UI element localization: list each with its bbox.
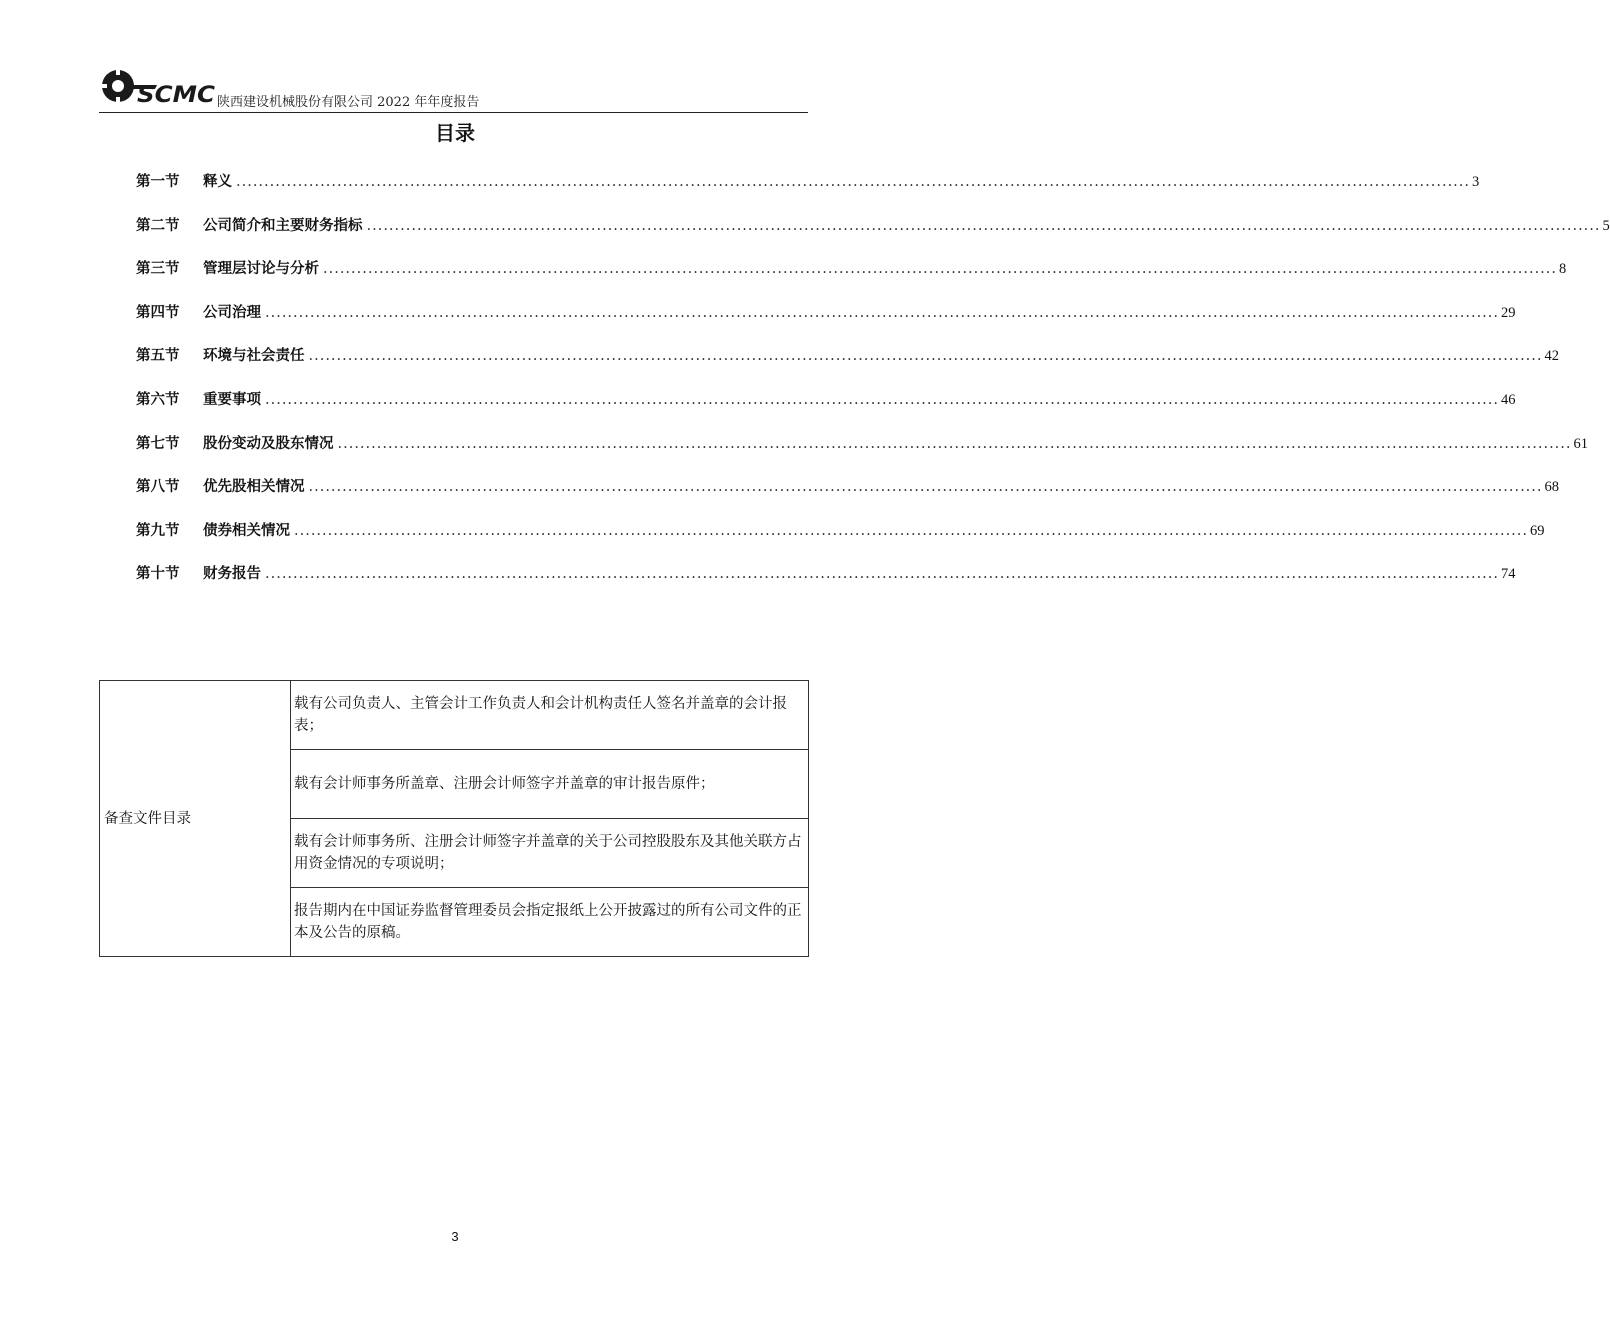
toc-leader-dots: ............................................................................................................................................................................................................................ <box>265 304 1500 321</box>
toc-section-name: 股份变动及股东情况 <box>203 435 334 452</box>
toc-page-number: 3 <box>1472 174 1480 190</box>
reference-docs-label: 备查文件目录 <box>100 681 291 957</box>
toc-leader-dots: ............................................................................................................................................................................................................................ <box>265 391 1500 408</box>
toc-page-number: 74 <box>1501 566 1516 583</box>
toc-leader-dots: ............................................................................................................................................................................................................................ <box>294 522 1529 539</box>
toc-section-name: 环境与社会责任 <box>203 348 305 365</box>
toc-entry[interactable] <box>136 475 1560 519</box>
toc-section-number: 第十节 <box>136 566 180 583</box>
toc-page-number: 29 <box>1501 304 1516 321</box>
toc-section-name: 公司简介和主要财务指标 <box>203 217 363 234</box>
toc-entry[interactable] <box>136 257 1567 301</box>
toc-section-number: 第二节 <box>136 217 180 234</box>
table-row <box>100 681 809 750</box>
toc-section-number: 第八节 <box>136 479 180 496</box>
toc-entry[interactable] <box>136 214 1610 258</box>
reference-documents-table <box>99 680 809 957</box>
toc-page-number: 69 <box>1530 522 1545 539</box>
toc-section-name: 优先股相关情况 <box>203 479 305 496</box>
logo-text: SCMC <box>137 83 215 108</box>
table-of-contents <box>136 170 1610 606</box>
toc-section-name: 财务报告 <box>203 566 261 583</box>
toc-section-number: 第九节 <box>136 522 180 539</box>
toc-section-name: 债券相关情况 <box>203 522 290 539</box>
toc-page-number: 68 <box>1544 479 1560 496</box>
toc-section-number: 第三节 <box>136 261 180 278</box>
toc-page-number: 5 <box>1602 217 1610 234</box>
page-header <box>99 64 808 113</box>
toc-leader-dots: ............................................................................................................................................................................................................................ <box>308 348 1543 365</box>
reference-doc-item: 报告期内在中国证券监督管理委员会指定报纸上公开披露过的所有公司文件的正本及公告的原稿。 <box>291 888 809 957</box>
toc-entry[interactable] <box>136 301 1516 345</box>
toc-section-number: 第四节 <box>136 304 180 321</box>
toc-entry[interactable] <box>136 562 1516 606</box>
toc-section-name: 重要事项 <box>203 391 261 408</box>
toc-section-name: 释义 <box>203 174 232 190</box>
toc-section-name: 管理层讨论与分析 <box>203 261 319 278</box>
toc-leader-dots: ............................................................................................................................................................................................................................ <box>236 174 1471 190</box>
toc-leader-dots: ............................................................................................................................................................................................................................ <box>366 217 1601 234</box>
toc-section-number: 第六节 <box>136 391 180 408</box>
toc-leader-dots: ............................................................................................................................................................................................................................ <box>337 435 1572 452</box>
toc-page-number: 8 <box>1559 261 1567 278</box>
toc-page-number: 42 <box>1544 348 1560 365</box>
toc-section-number: 第一节 <box>136 174 180 190</box>
toc-leader-dots: ............................................................................................................................................................................................................................ <box>323 261 1558 278</box>
toc-leader-dots: ............................................................................................................................................................................................................................ <box>265 566 1500 583</box>
toc-leader-dots: ............................................................................................................................................................................................................................ <box>308 479 1543 496</box>
toc-section-name: 公司治理 <box>203 304 261 321</box>
toc-section-number: 第五节 <box>136 348 180 365</box>
toc-entry[interactable] <box>136 519 1545 563</box>
reference-doc-item: 载有会计师事务所、注册会计师签字并盖章的关于公司控股股东及其他关联方占用资金情况的专项说明； <box>291 819 809 888</box>
company-logo <box>99 66 217 106</box>
reference-doc-item: 载有会计师事务所盖章、注册会计师签字并盖章的审计报告原件； <box>291 750 809 819</box>
toc-entry[interactable] <box>136 344 1560 388</box>
toc-entry[interactable] <box>136 170 1480 214</box>
reference-doc-item: 载有公司负责人、主管会计工作负责人和会计机构责任人签名并盖章的会计报表； <box>291 681 809 750</box>
header-title: 陕西建设机械股份有限公司 2022 年年度报告 <box>217 95 480 110</box>
toc-title: 目录 <box>435 121 475 145</box>
toc-section-number: 第七节 <box>136 435 180 452</box>
toc-page-number: 61 <box>1573 435 1589 452</box>
page-number: 3 <box>451 1229 459 1244</box>
toc-page-number: 46 <box>1501 391 1516 408</box>
toc-entry[interactable] <box>136 432 1589 476</box>
toc-entry[interactable] <box>136 388 1516 432</box>
